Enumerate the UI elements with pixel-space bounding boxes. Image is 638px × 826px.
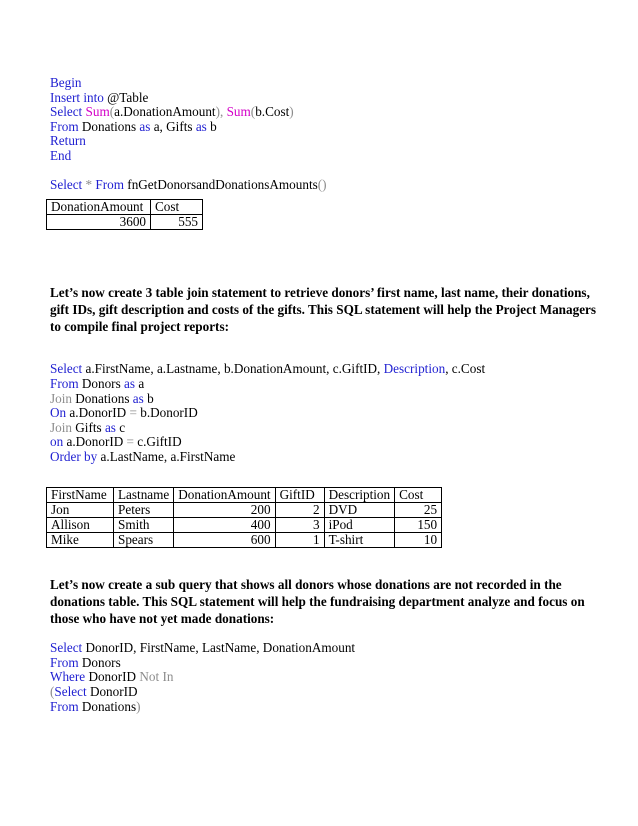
table-cell: Jon [47, 502, 114, 517]
keyword-select: Select [50, 640, 83, 656]
keyword-as: as [104, 419, 116, 435]
insert-target: @Table [103, 89, 149, 105]
table-cell: Spears [114, 532, 174, 547]
column-ref: , c.Cost [445, 361, 486, 377]
column-ref: c.GiftID [133, 434, 182, 450]
table-ref: Donations [71, 390, 133, 406]
keyword-on: on [50, 434, 64, 450]
keyword-join: Join [50, 390, 72, 406]
keyword-begin: Begin [50, 75, 82, 90]
table-ref: Gifts [166, 118, 196, 134]
column-list: DonorID, FirstName, LastName, DonationAmount [82, 640, 356, 656]
keyword-insert-into: Insert into [50, 89, 104, 105]
results-table-2 [46, 487, 442, 548]
keyword-select: Select [54, 683, 87, 699]
keyword-on: On [50, 405, 67, 421]
column-list: a.LastName, a.FirstName [97, 448, 236, 464]
table-cell: T-shirt [324, 532, 395, 547]
table-cell: 200 [174, 502, 275, 517]
table-cell: 25 [395, 502, 442, 517]
paragraph-subquery-intro: Let’s now create a sub query that shows all donors whose donations are not recorded in the donations table. This SQL statement will help the fundraising department analyze and focus on those who have not yet made donations: [50, 576, 585, 626]
star-operator: * [82, 177, 96, 193]
keyword-description: Description [383, 361, 446, 377]
function-sum: Sum [85, 104, 110, 120]
keyword-as: as [124, 375, 136, 391]
table-cell: 3600 [47, 214, 151, 229]
keyword-select: Select [50, 177, 83, 193]
keyword-join: Join [50, 419, 72, 435]
paren: ( [109, 104, 115, 120]
keyword-from: From [50, 375, 79, 391]
keyword-from: From [50, 698, 79, 714]
alias: a [135, 375, 145, 391]
header-cell: DonationAmount [47, 199, 151, 214]
table-cell: 400 [174, 517, 275, 532]
header-cell: Cost [151, 199, 203, 214]
header-cell: FirstName [47, 487, 114, 502]
column-ref: a.DonorID [66, 405, 130, 421]
alias: a, [150, 118, 167, 134]
table-cell: 600 [174, 532, 275, 547]
keyword-not-in: Not In [139, 669, 174, 685]
paragraph-join-intro: Let’s now create 3 table join statement to retrieve donors’ first name, last name, their donations, gift IDs, gift description and costs of the gifts. This SQL statement will help the Project Managers to compile final project reports: [50, 284, 597, 335]
sql-subquery [50, 641, 610, 714]
column-ref: DonorID [86, 683, 138, 699]
paren: ) [136, 698, 141, 714]
alias: c [115, 419, 126, 435]
paren: ) [289, 104, 294, 120]
table-ref: Donors [78, 375, 125, 391]
column-ref: b.Cost [255, 104, 290, 120]
column-ref: a.DonorID [63, 434, 127, 450]
header-cell: Description [324, 487, 395, 502]
table-header-row [47, 487, 442, 502]
table-ref: Donors [78, 654, 121, 670]
table-cell: 555 [151, 214, 203, 229]
keyword-where: Where [50, 669, 86, 685]
keyword-as: as [195, 118, 207, 134]
keyword-from: From [95, 177, 124, 193]
table-row [47, 502, 442, 517]
table-cell: 150 [395, 517, 442, 532]
table-ref: Donations [78, 698, 137, 714]
table-cell: Mike [47, 532, 114, 547]
table-cell: 10 [395, 532, 442, 547]
table-cell: iPod [324, 517, 395, 532]
keyword-return: Return [50, 133, 86, 149]
equals-operator: = [126, 434, 134, 450]
header-cell: DonationAmount [174, 487, 275, 502]
column-list: a.FirstName, a.Lastname, b.DonationAmount, c.GiftID, [82, 361, 384, 377]
paren: () [317, 177, 327, 193]
table-ref: Gifts [71, 419, 105, 435]
keyword-as: as [132, 390, 144, 406]
function-sum: Sum [226, 104, 251, 120]
table-cell: 2 [275, 502, 324, 517]
equals-operator: = [129, 405, 137, 421]
table-cell: DVD [324, 502, 395, 517]
keyword-order-by: Order by [50, 448, 98, 464]
keyword-from: From [50, 654, 79, 670]
table-header-row [47, 199, 203, 214]
table-cell: Allison [47, 517, 114, 532]
sql-function-body [50, 76, 610, 164]
keyword-as: as [139, 118, 151, 134]
table-cell: 1 [275, 532, 324, 547]
column-ref: b.DonorID [136, 405, 198, 421]
paren: ), [215, 104, 224, 120]
paren: ( [250, 104, 256, 120]
keyword-select: Select [50, 104, 83, 120]
header-cell: Cost [395, 487, 442, 502]
keyword-end: End [50, 147, 72, 163]
alias: b [206, 118, 217, 134]
column-ref: a.DonationAmount [114, 104, 216, 120]
table-cell: Smith [114, 517, 174, 532]
column-ref: DonorID [85, 669, 140, 685]
keyword-select: Select [50, 361, 83, 377]
table-row [47, 214, 203, 229]
table-cell: 3 [275, 517, 324, 532]
sql-select-function-call [50, 178, 610, 193]
header-cell: Lastname [114, 487, 174, 502]
sql-join-query [50, 362, 610, 464]
table-cell: Peters [114, 502, 174, 517]
header-cell: GiftID [275, 487, 324, 502]
table-row [47, 532, 442, 547]
keyword-from: From [50, 118, 79, 134]
alias: b [143, 390, 154, 406]
results-table-1 [46, 199, 203, 230]
function-name: fnGetDonorsandDonationsAmounts [124, 177, 318, 193]
table-ref: Donations [78, 118, 140, 134]
table-row [47, 517, 442, 532]
paren: ( [50, 683, 55, 699]
document-page [50, 76, 610, 714]
